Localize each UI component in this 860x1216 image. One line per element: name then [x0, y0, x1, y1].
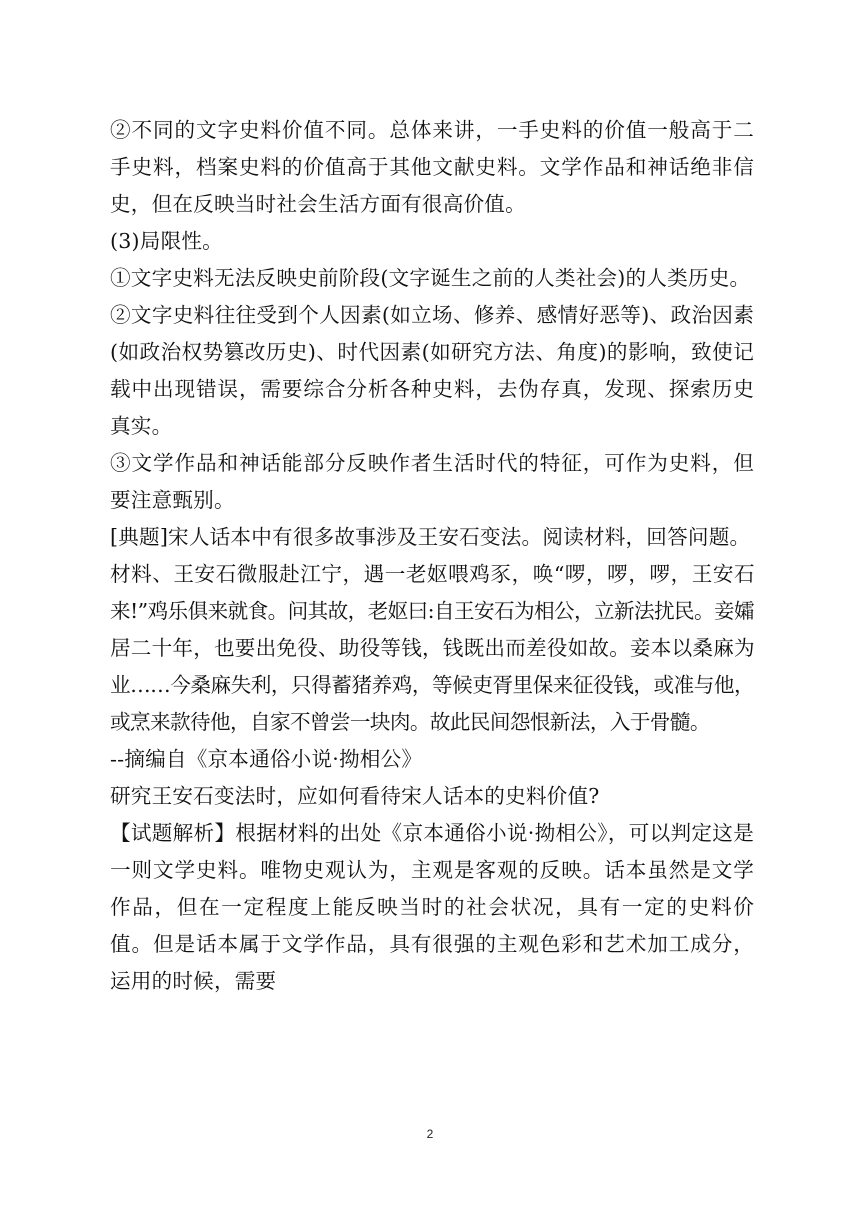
paragraph-question: 研究王安石变法时，应如何看待宋人话本的史料价值? [110, 784, 600, 808]
paragraph-value-of-sources: ②不同的文字史料价值不同。总体来讲，一手史料的价值一般高于二手史料，档案史料的价值高于其他文献史料。文学作品和神话绝非信史，但在反映当时社会生活方面有很高价值。 [110, 118, 754, 216]
paragraph-limitation-1: ①文字史料无法反映史前阶段(文字诞生之前的人类社会)的人类历史。 [110, 266, 751, 290]
paragraph-limitation-2: ②文字史料往往受到个人因素(如立场、修养、感情好恶等)、政治因素(如政治权势篡改历史)、时代因素(如研究方法、角度)的影响，致使记载中出现错误，需要综合分析各种史料，去伪存真，发现、探索历史真实。 [110, 303, 754, 438]
page-number: 2 [426, 1127, 434, 1141]
paragraph-source-citation: --摘编自《京本通俗小说·拗相公》 [110, 747, 423, 771]
paragraph-limitation-3: ③文学作品和神话能部分反映作者生活时代的特征，可作为史料，但要注意甄别。 [110, 451, 754, 512]
document-body [110, 112, 754, 1000]
heading-limitations: (3)局限性。 [110, 229, 223, 253]
paragraph-example-question: [典题]宋人话本中有很多故事涉及王安石变法。阅读材料，回答问题。 [110, 525, 751, 549]
paragraph-analysis: 【试题解析】根据材料的出处《京本通俗小说·拗相公》，可以判定这是一则文学史料。唯物史观认为，主观是客观的反映。话本虽然是文学作品，但在一定程度上能反映当时的社会状况，具有一定的史料价值。但是话本属于文学作品，具有很强的主观色彩和艺术加工成分，运用的时候，需要 [110, 821, 754, 993]
paragraph-material: 材料、王安石微服赴江宁，遇一老妪喂鸡豕，唤“啰，啰，啰，王安石来!”鸡乐俱来就食。问其故，老妪曰:自王安石为相公，立新法扰民。妾孀居二十年，也要出免役、助役等钱，钱既出而差役如故。妾本以桑麻为业……今桑麻失利，只得蓄猪养鸡，等候吏胥里保来征役钱，或准与他，或烹来款待他，自家不曾尝一块肉。故此民间怨恨新法，入于骨髓。 [110, 562, 754, 734]
